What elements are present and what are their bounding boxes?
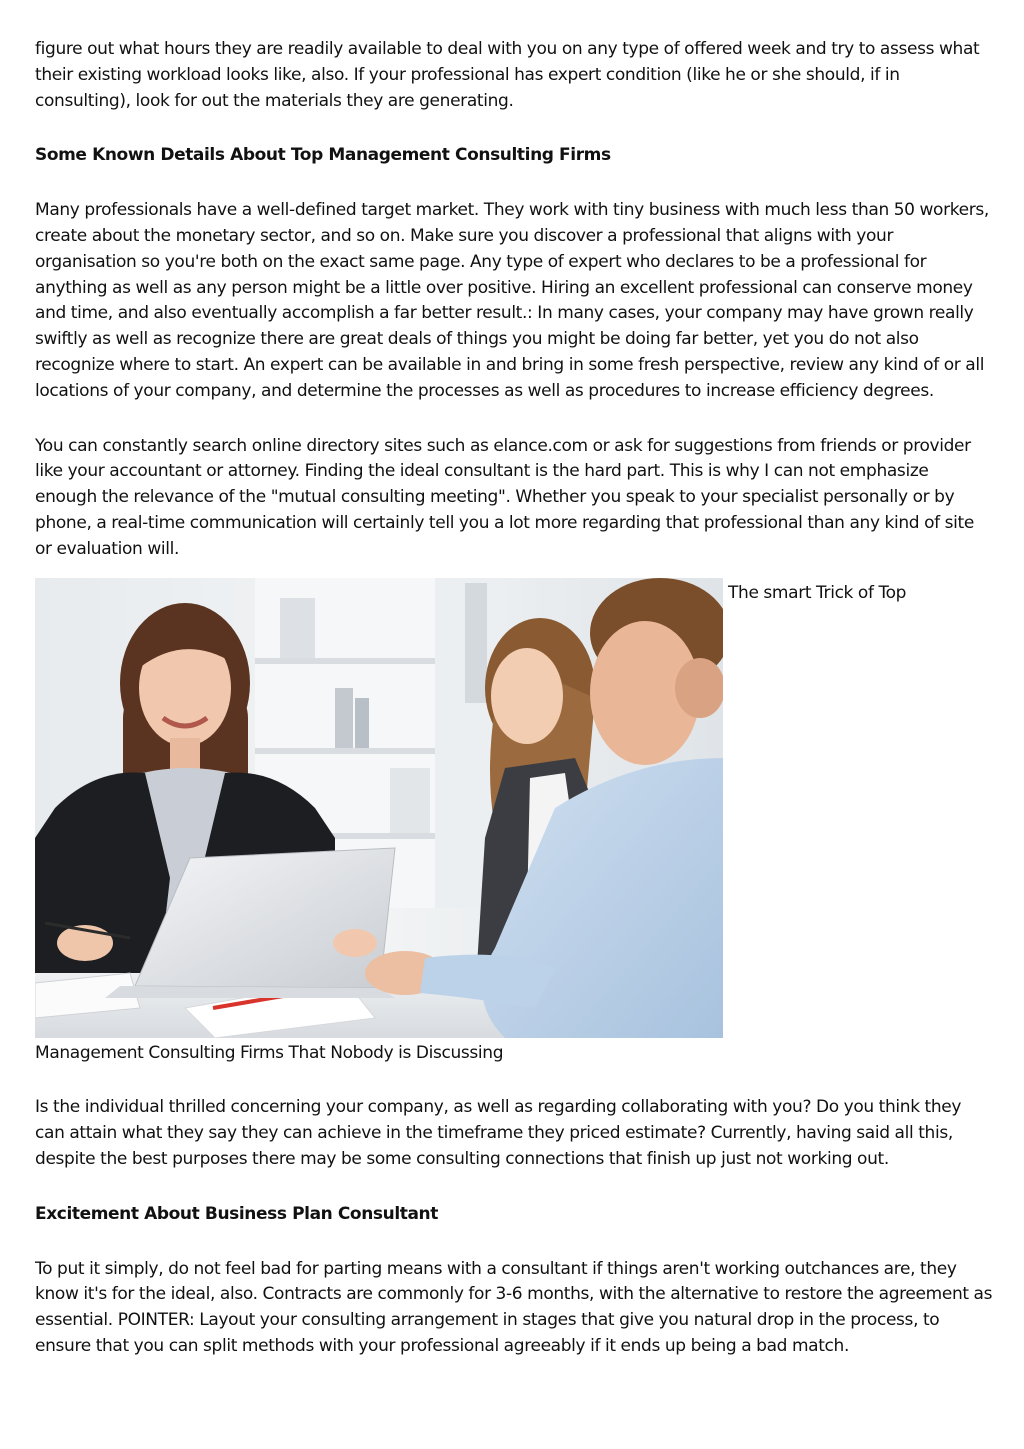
figure-caption-start: The smart Trick of Top <box>728 582 907 603</box>
paragraph-target-market: Many professionals have a well-defined target market. They work with tiny business with much less than 50 workers, create about the monetary sector, and so on. Make sure you discover a professional that aligns with your organisation so you're both on the exact same page. Any type of expert who declares to be a professional for anything as well as any person might be a little over positive. Hiring an excellent professional can conserve money and time, and also eventually accomplish a far better result.: In many cases, your company may have grown really swiftly as well as recognize there are great deals of things you might be doing far better, yet you do not also recognize where to start. An expert can be available in and bring in some fresh perspective, review any kind of or all locations of your company, and determine the processes as well as procedures to increase efficiency degrees. <box>35 200 989 401</box>
paragraph-parting-ways: To put it simply, do not feel bad for parting means with a consultant if things aren't working outchances are, they know it's for the ideal, also. Contracts are commonly for 3-6 months, with the alternative to restore the agreement as essential. POINTER: Layout your consulting arrangement in stages that give you natural drop in the process, to ensure that you can split methods with your professional agreeably if it ends up being a bad match. <box>35 1258 993 1356</box>
intro-paragraph: figure out what hours they are readily available to deal with you on any type of offered week and try to assess what their existing workload looks like, also. If your professional has expert condition (like he or she should, if in consulting), look for out the materials they are generating. <box>35 39 980 111</box>
paragraph-directory-sites: You can constantly search online directory sites such as elance.com or ask for suggestions from friends or provider like your accountant or attorney. Finding the ideal consultant is the hard part. This is why I can not emphasize enough the relevance of the "mutual consulting meeting". Whether you speak to your specialist personally or by phone, a real-time communication will certainly tell you a lot more regarding that professional than any kind of site or evaluation will. <box>35 435 974 559</box>
section-heading-business-plan: Excitement About Business Plan Consultant <box>35 1203 438 1224</box>
figure-block <box>35 578 995 1038</box>
figure-caption-continued: Management Consulting Firms That Nobody is Discussing <box>35 1042 504 1063</box>
section-heading-known-details: Some Known Details About Top Management Consulting Firms <box>35 145 611 166</box>
paragraph-thrilled: Is the individual thrilled concerning your company, as well as regarding collaborating with you? Do you think they can attain what they say they can achieve in the timeframe they priced estimate? Currently, having said all this, despite the best purposes there may be some consulting connections that finish up just not working out. <box>35 1097 962 1169</box>
consulting-meeting-photo <box>35 578 723 1038</box>
document-page <box>35 37 995 1360</box>
